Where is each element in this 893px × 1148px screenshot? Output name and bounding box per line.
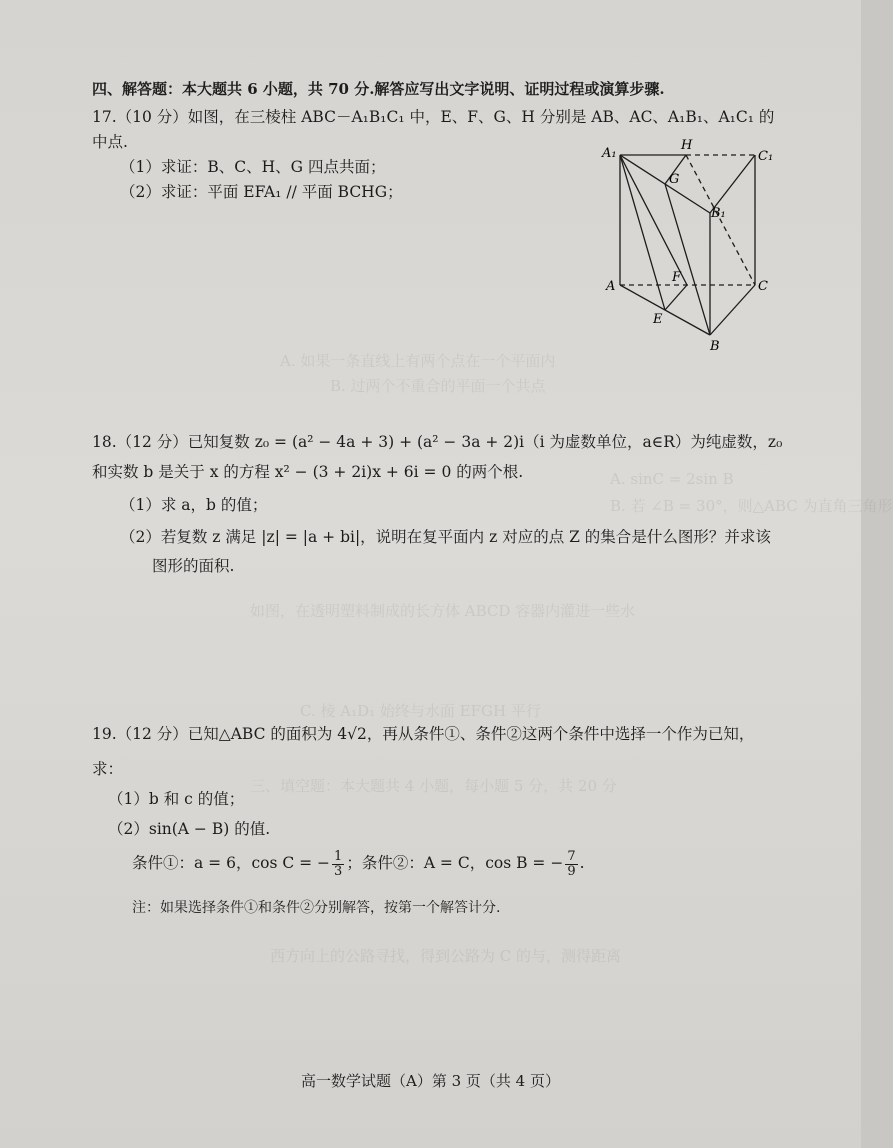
segment-A1E [620,155,665,310]
condition-1-text: 条件①：a = 6，cos C = − [132,854,331,873]
q19-note: 注：如果选择条件①和条件②分别解答，按第一个解答计分. [132,900,501,916]
fraction-numerator: 1 [334,849,343,864]
q19-part2: （2）sin(A − B) 的值. [108,820,271,838]
label-C1: C₁ [758,149,774,164]
q18-stem: 18.（12 分）已知复数 z₀ = (a² − 4a + 3) + (a² − 3a + 2)i（i 为虚数单位，a∈R）为纯虚数，z₀ [92,433,783,451]
q17-stem: 17.（10 分）如图，在三棱柱 ABC－A₁B₁C₁ 中，E、F、G、H 分别是 AB、AC、A₁B₁、A₁C₁ 的 [92,108,775,126]
bleed-through-text: 三、填空题：本大题共 4 小题，每小题 5 分，共 20 分 [250,777,617,795]
page-footer: 高一数学试题（A）第 3 页（共 4 页） [301,1072,560,1090]
label-H: H [681,138,693,153]
q17-stem-cont: 中点. [92,133,128,151]
label-G: G [669,172,680,187]
label-E: E [653,312,663,327]
label-A1: A₁ [602,146,617,161]
q18-stem-cont: 和实数 b 是关于 x 的方程 x² − (3 + 2i)x + 6i = 0 的两个根. [92,463,524,481]
condition-2-text: ；条件②：A = C，cos B = − [346,854,564,873]
bleed-through-text: A. 如果一条直线上有两个点在一个平面内 [280,352,556,370]
label-C: C [758,279,768,294]
q18-part2: （2）若复数 z 满足 |z| = |a + bi|，说明在复平面内 z 对应的点 Z 的集合是什么图形？并求该 [120,528,771,546]
fraction-cond1 [332,850,344,878]
label-B: B [710,339,720,354]
fraction-denominator: 3 [334,863,343,879]
prism-figure [590,135,790,355]
label-F: F [672,270,682,285]
bleed-through-text: 西方向上的公路寻找，得到公路为 C 的与，测得距离 [270,947,622,965]
label-B1: B₁ [711,206,726,221]
fraction-denominator: 9 [567,863,576,879]
q19-stem: 19.（12 分）已知△ABC 的面积为 4√2，再从条件①、条件②这两个条件中选择一个作为已知， [92,725,755,743]
q18-part1: （1）求 a，b 的值； [120,496,268,514]
bleed-through-text: B. 过两个不重合的平面一个共点 [330,377,546,395]
fraction-cond2 [565,850,577,878]
bleed-through-text: B. 若 ∠B = 30°，则△ABC 为直角三角形 [610,497,893,515]
q17-part1: （1）求证：B、C、H、G 四点共面； [120,158,386,176]
segment-EF [665,285,687,310]
segment-GB [665,184,710,335]
q18-part2-cont: 图形的面积. [152,557,235,575]
edge-B1C1 [710,155,755,213]
bleed-through-text: A. sinC = 2sin B [610,470,734,488]
bleed-through-text: C. 棱 A₁D₁ 始终与水面 EFGH 平行 [300,702,541,720]
bleed-through-text: 如图，在透明塑料制成的长方体 ABCD 容器内灌进一些水 [250,602,636,620]
q19-conditions [132,850,585,878]
q17-part2: （2）求证：平面 EFA₁ // 平面 BCHG； [120,183,403,201]
fraction-numerator: 7 [567,849,576,864]
conditions-end: . [579,854,585,873]
label-A: A [606,279,616,294]
q19-part1: （1）b 和 c 的值； [108,790,245,808]
q19-stem-cont: 求： [92,760,124,778]
section-heading: 四、解答题：本大题共 6 小题，共 70 分.解答应写出文字说明、证明过程或演算步骤. [92,80,665,98]
edge-BC [710,285,755,335]
